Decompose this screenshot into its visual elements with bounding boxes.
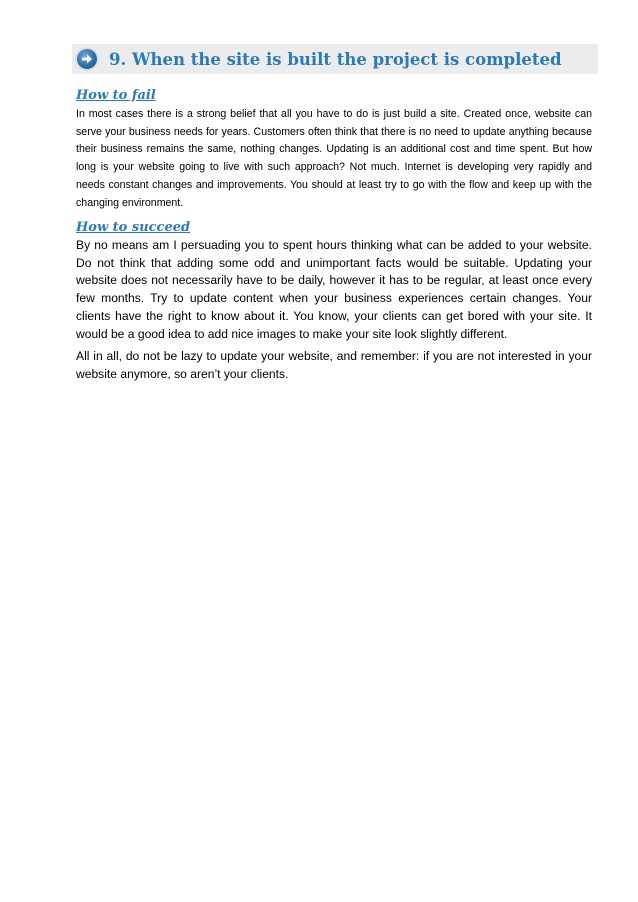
section-title: 9. When the site is built the project is completed [109, 50, 562, 69]
how-to-fail-paragraph: In most cases there is a strong belief that all you have to do is just build a site. Created once, website can serve your business needs for years. Customers often think that there is no need to update anything because their business remains the same, nothing changes. Updating is an additional cost and time spent. But how long is your website going to live with such approach? Not much. Internet is developing very rapidly and needs constant changes and improvements. You should at least try to go with the flow and keep up with the changing environment. [76, 108, 592, 209]
conclusion-paragraph: All in all, do not be lazy to update your website, and remember: if you are not interested in your website anymore, so aren’t your clients. [76, 349, 592, 381]
arrow-right-circle-icon [77, 49, 97, 69]
how-to-succeed-heading: How to succeed [76, 220, 191, 235]
how-to-succeed-paragraph: By no means am I persuading you to spent hours thinking what can be added to your website. Do not think that adding some odd and unimportant facts would be suitable. Updating your website does not necessarily have to be daily, however it has to be regular, at least once every few months. Try to update content when your business experiences certain changes. Your clients have the right to know about it. You know, your clients can get bored with your site. It would be a good idea to add nice images to make your site look slightly different. [76, 238, 592, 341]
how-to-fail-heading: How to fail [76, 88, 156, 103]
